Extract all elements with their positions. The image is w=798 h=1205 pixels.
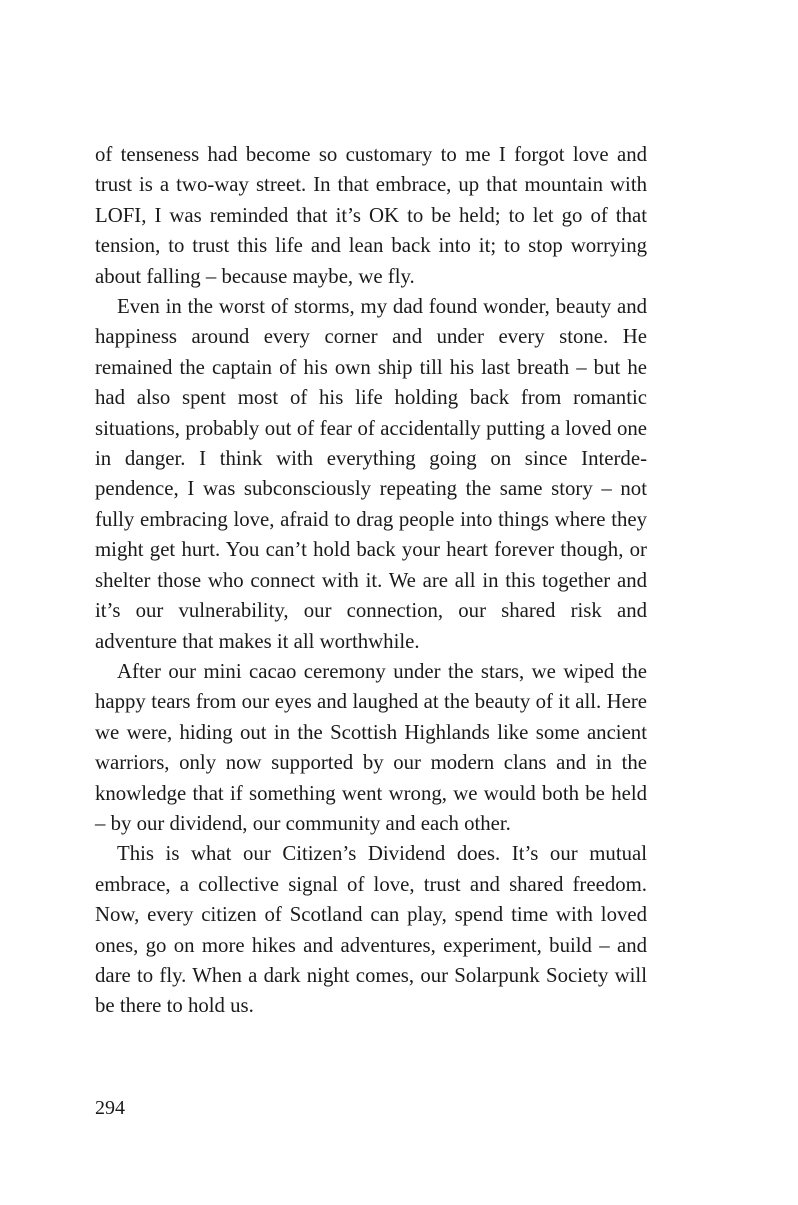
paragraph: This is what our Citizen’s Dividend does. It’s our mutual embrace, a collective signal of love, trust and shared freedom. Now, every citizen of Scotland can play, spend time with loved ones, go on more hikes and adventures, experiment, build – and dare to fly. When a dark night comes, our Solarpunk Society will be there to hold us. (95, 842, 647, 1018)
paragraph: Even in the worst of storms, my dad found wonder, beauty and happiness around every corner and under every stone. He remained the captain of his own ship till his last breath – but he had also spent most of his life holding back from romantic situations, probably out of fear of accidentally putting a loved one in danger. I think with everything going on since Interdependence, I was subconsciously repeating the same story – not fully embracing love, afraid to drag people into things where they might get hurt. You can’t hold back your heart forever though, or shelter those who connect with it. We are all in this together and it’s our vulnerability, our connection, our shared risk and adventure that makes it all worthwhile. (95, 295, 647, 653)
paragraph: After our mini cacao ceremony under the stars, we wiped the happy tears from our eyes and laughed at the beauty of it all. Here we were, hiding out in the Scottish Highlands like some ancient warriors, only now supported by our modern clans and in the knowledge that if something went wrong, we would both be held – by our dividend, our community and each other. (95, 659, 647, 835)
paragraph-continuation: of tenseness had become so customary to me I forgot love and trust is a two-way street. In that embrace, up that mountain with LOFI, I was reminded that it’s OK to be held; to let go of that tension, to trust this life and lean back into it; to stop worrying about falling – because maybe, we fly. (95, 143, 647, 288)
body-text (95, 140, 647, 1022)
page-number: 294 (95, 1097, 125, 1119)
